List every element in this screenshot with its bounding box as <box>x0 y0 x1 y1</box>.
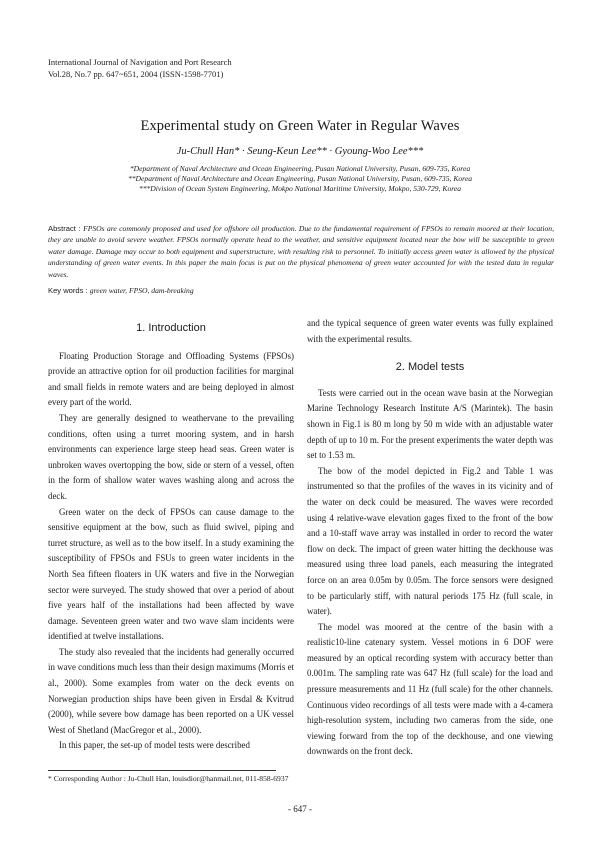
affiliation-2: **Department of Naval Architecture and Ocean Engineering, Pusan National University, Pusan, 609-735, Korea <box>127 174 473 184</box>
paragraph: The model was moored at the centre of the basin with a realistic10-line catenary system. Vessel motions in 6 DOF were measured by an optical recording system with accuracy better than 0.001m. The sampling rate was 647 Hz (full scale) for the load and pressure measurements and 11 Hz (full scale) for the other channels. Continuous video recordings of all tests were made with a 4-camera high-resolution system, including two cameras from the side, one viewing forward from the top of the deckhouse, and one viewing downwards on the front deck. <box>307 621 553 757</box>
section-heading-model-tests: 2. Model tests <box>395 361 465 374</box>
right-column <box>307 316 553 760</box>
section-heading-introduction: 1. Introduction <box>136 322 206 334</box>
author-list: Ju-Chull Han* · Seung-Keun Lee** · Gyoung-Woo Lee*** <box>176 146 424 157</box>
paragraph: The bow of the model depicted in Fig.2 and Table 1 was instrumented so that the profiles of the waves in its vicinity and of the water on deck could be measured. The waves were recorded using 4 relative-wave elevation gages fixed to the front of the bow and a 10-staff wave array was installed in order to record the water flow on deck. The impact of green water hitting the deckhouse was measured using three load panels, each measuring the integrated force on an area 0.05m by 0.05m. The force sensors were designed to be particularly stiff, with natural periods 175 Hz (full scale, in water). <box>307 465 553 617</box>
abstract-text: FPSOs are commonly proposed and used for offshore oil production. Due to the fundamental requirement of FPSOs to remain moored at their location, they are unable to avoid severe weather. FPSOs normally operate head to the weather, and sensitive equipment located near the bow will be susceptible to green water damage. Damage may occur to both equipment and superstructure, with resulting risk to personnel. To initially access green water is allowed by the physical understanding of green water events. In this paper the main focus is put on the physical phenomena of green water accounted for with the tested data in regular waves. <box>48 224 554 279</box>
paragraph: Tests were carried out in the ocean wave basin at the Norwegian Marine Technology Research Institute A/S (Marintek). The basin shown in Fig.1 is 80 m long by 50 m wide with an adjustable water depth of up to 10 m. For the present experiments the water depth was set to 1.53 m. <box>307 387 553 461</box>
abstract <box>48 223 554 280</box>
footnote-divider <box>48 770 276 771</box>
journal-volume: Vol.28, No.7 pp. 647~651, 2004 (ISSN-1598-7701) <box>48 69 224 79</box>
keywords-text: green water, FPSO, dam-breaking <box>89 286 194 295</box>
corresponding-author-footnote: * Corresponding Author : Ju-Chull Han, louisdior@hanmail.net, 011-858-6937 <box>48 774 289 783</box>
paragraph: In this paper, the set-up of model tests were described <box>59 740 250 751</box>
paragraph: Green water on the deck of FPSOs can cause damage to the sensitive equipment at the bow, such as fluid swivel, piping and turret structure, as well as to the bow itself. In a study examining the susceptibility of FPSOs and FSUs to green water incidents in the North Sea fifteen floaters in UK waters and five in the Norwegian sector were surveyed. The study showed that over a period of about five years half of the installations had been affected by wave damage. Seventeen green water and two wave slam incidents were identified at twelve installations. <box>48 506 294 642</box>
paragraph-continuation: and the typical sequence of green water events was fully explained with the experimental results. <box>307 318 553 344</box>
abstract-label: Abstract : <box>48 224 84 233</box>
paragraph: Floating Production Storage and Offloading Systems (FPSOs) provide an attractive option for oil production facilities for marginal and small fields in remote waters and are being deployed in almost every part of the world. <box>48 350 294 408</box>
left-column <box>48 316 294 754</box>
affiliations <box>0 164 600 195</box>
paper-title: Experimental study on Green Water in Regular Waves <box>140 118 460 134</box>
affiliation-3: ***Division of Ocean System Engineering, Mokpo National Maritime University, Mokpo, 530-729, Korea <box>138 184 462 194</box>
keywords <box>48 286 194 295</box>
journal-header <box>48 56 232 80</box>
page-number: - 647 - <box>288 804 312 814</box>
affiliation-1: *Department of Naval Architecture and Ocean Engineering, Pusan National University, Pusan, 609-735, Korea <box>129 164 471 173</box>
journal-name: International Journal of Navigation and Port Research <box>48 57 232 67</box>
paragraph: The study also revealed that the incidents had generally occurred in wave conditions much less than their design maximums (Morris et al., 2000). Some examples from water on the deck events on Norwegian production ships have been given in Ersdal & Kvitrud (2000), while severe bow damage has been reported on a UK vessel West of Shetland (MacGregor et al., 2000). <box>48 646 294 735</box>
keywords-label: Key words : <box>48 286 90 295</box>
paragraph: They are generally designed to weathervane to the prevailing conditions, often using a turret mooring system, and in harsh environments can experience large steep head seas. Green water is unbroken waves overtopping the bow, side or stern of a vessel, often in the form of shallow water waves washing along and across the deck. <box>48 412 294 501</box>
